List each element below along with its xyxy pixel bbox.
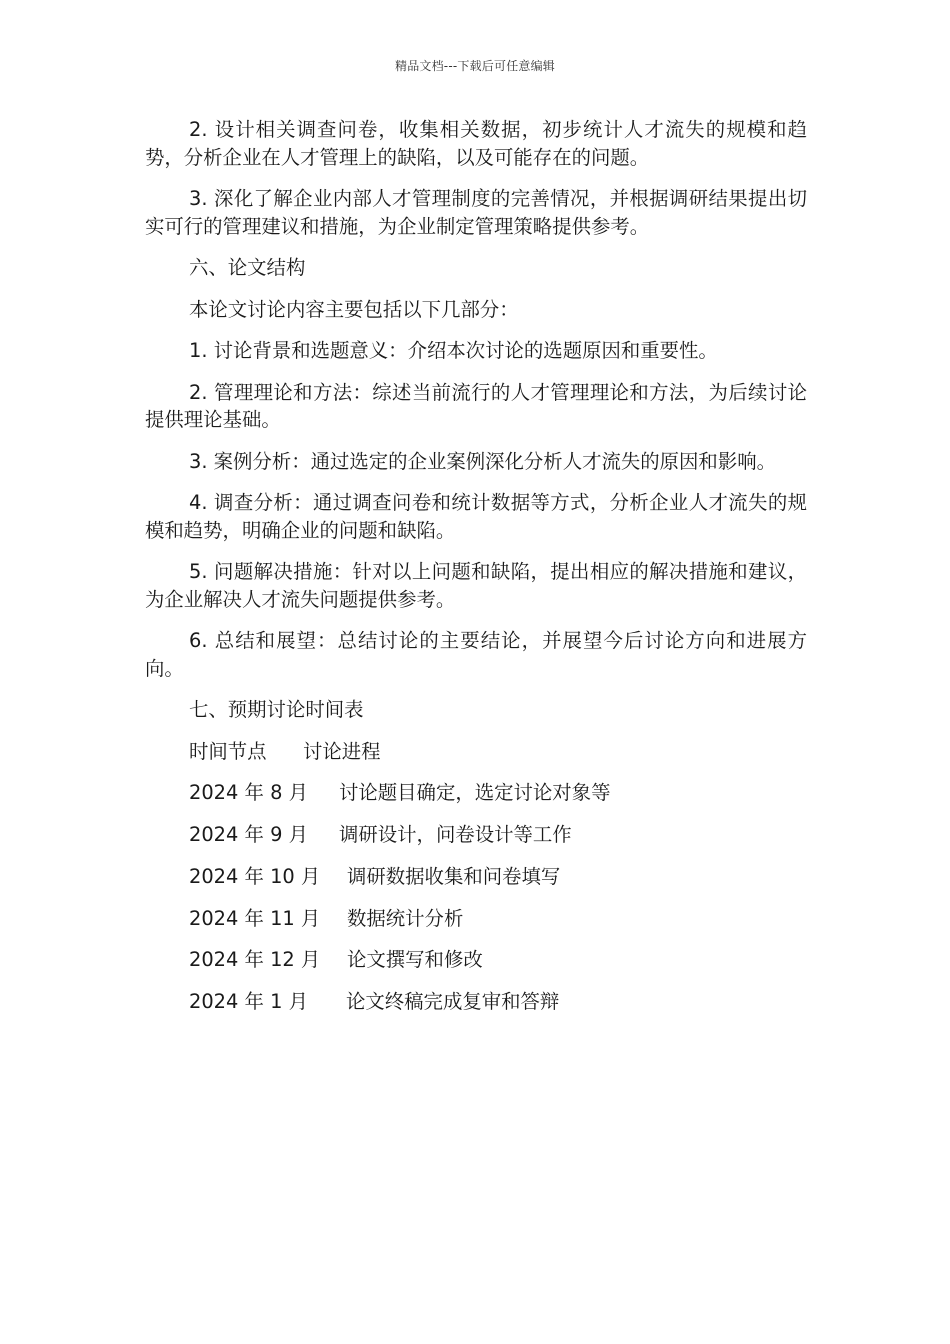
paragraph-structure-1: 1. 讨论背景和选题意义：介绍本次讨论的选题原因和重要性。 xyxy=(189,339,718,362)
schedule-progress: 论文终稿完成复审和答辩 xyxy=(346,990,560,1014)
schedule-table xyxy=(145,738,807,1016)
schedule-header-row xyxy=(145,738,807,766)
schedule-progress: 论文撰写和修改 xyxy=(347,948,483,972)
schedule-header-time: 时间节点 xyxy=(189,739,267,763)
schedule-row xyxy=(145,821,807,849)
page-header: 精品文档---下载后可任意编辑 xyxy=(395,59,555,73)
schedule-time: 2024 年 8 月 xyxy=(189,781,308,805)
paragraph-objective-2: 2. 设计相关调查问卷，收集相关数据，初步统计人才流失的规模和趋势，分析企业在人才管理上的缺陷，以及可能存在的问题。 xyxy=(145,118,807,169)
schedule-time: 2024 年 11 月 xyxy=(189,906,321,930)
schedule-progress: 数据统计分析 xyxy=(347,906,464,930)
schedule-header-progress: 讨论进程 xyxy=(303,739,381,763)
schedule-row xyxy=(145,946,807,974)
paragraph-structure-2: 2. 管理理论和方法：综述当前流行的人才管理理论和方法，为后续讨论提供理论基础。 xyxy=(145,380,807,431)
schedule-time: 2024 年 12 月 xyxy=(189,948,321,972)
section-heading-structure: 六、论文结构 xyxy=(189,256,306,279)
schedule-time: 2024 年 9 月 xyxy=(189,823,308,847)
paragraph-structure-6: 6. 总结和展望：总结讨论的主要结论，并展望今后讨论方向和进展方向。 xyxy=(145,629,807,680)
schedule-time: 2024 年 10 月 xyxy=(189,864,321,888)
schedule-row xyxy=(145,863,807,891)
schedule-progress: 调研数据收集和问卷填写 xyxy=(347,864,561,888)
paragraph-structure-3: 3. 案例分析：通过选定的企业案例深化分析人才流失的原因和影响。 xyxy=(189,449,776,473)
schedule-progress: 讨论题目确定，选定讨论对象等 xyxy=(339,781,611,805)
schedule-row xyxy=(145,905,807,933)
schedule-row xyxy=(145,988,807,1016)
document-body xyxy=(145,116,807,1030)
paragraph-structure-4: 4. 调查分析：通过调查问卷和统计数据等方式，分析企业人才流失的规模和趋势，明确企业的问题和缺陷。 xyxy=(145,491,807,542)
schedule-time: 2024 年 1 月 xyxy=(189,990,308,1014)
schedule-progress: 调研设计，问卷设计等工作 xyxy=(339,823,572,847)
section-heading-schedule: 七、预期讨论时间表 xyxy=(189,698,364,721)
paragraph-structure-intro: 本论文讨论内容主要包括以下几部分： xyxy=(189,297,519,321)
paragraph-structure-5: 5. 问题解决措施：针对以上问题和缺陷，提出相应的解决措施和建议，为企业解决人才流失问题提供参考。 xyxy=(145,560,807,611)
schedule-row xyxy=(145,779,807,807)
paragraph-objective-3: 3. 深化了解企业内部人才管理制度的完善情况，并根据调研结果提出切实可行的管理建议和措施，为企业制定管理策略提供参考。 xyxy=(145,187,807,238)
